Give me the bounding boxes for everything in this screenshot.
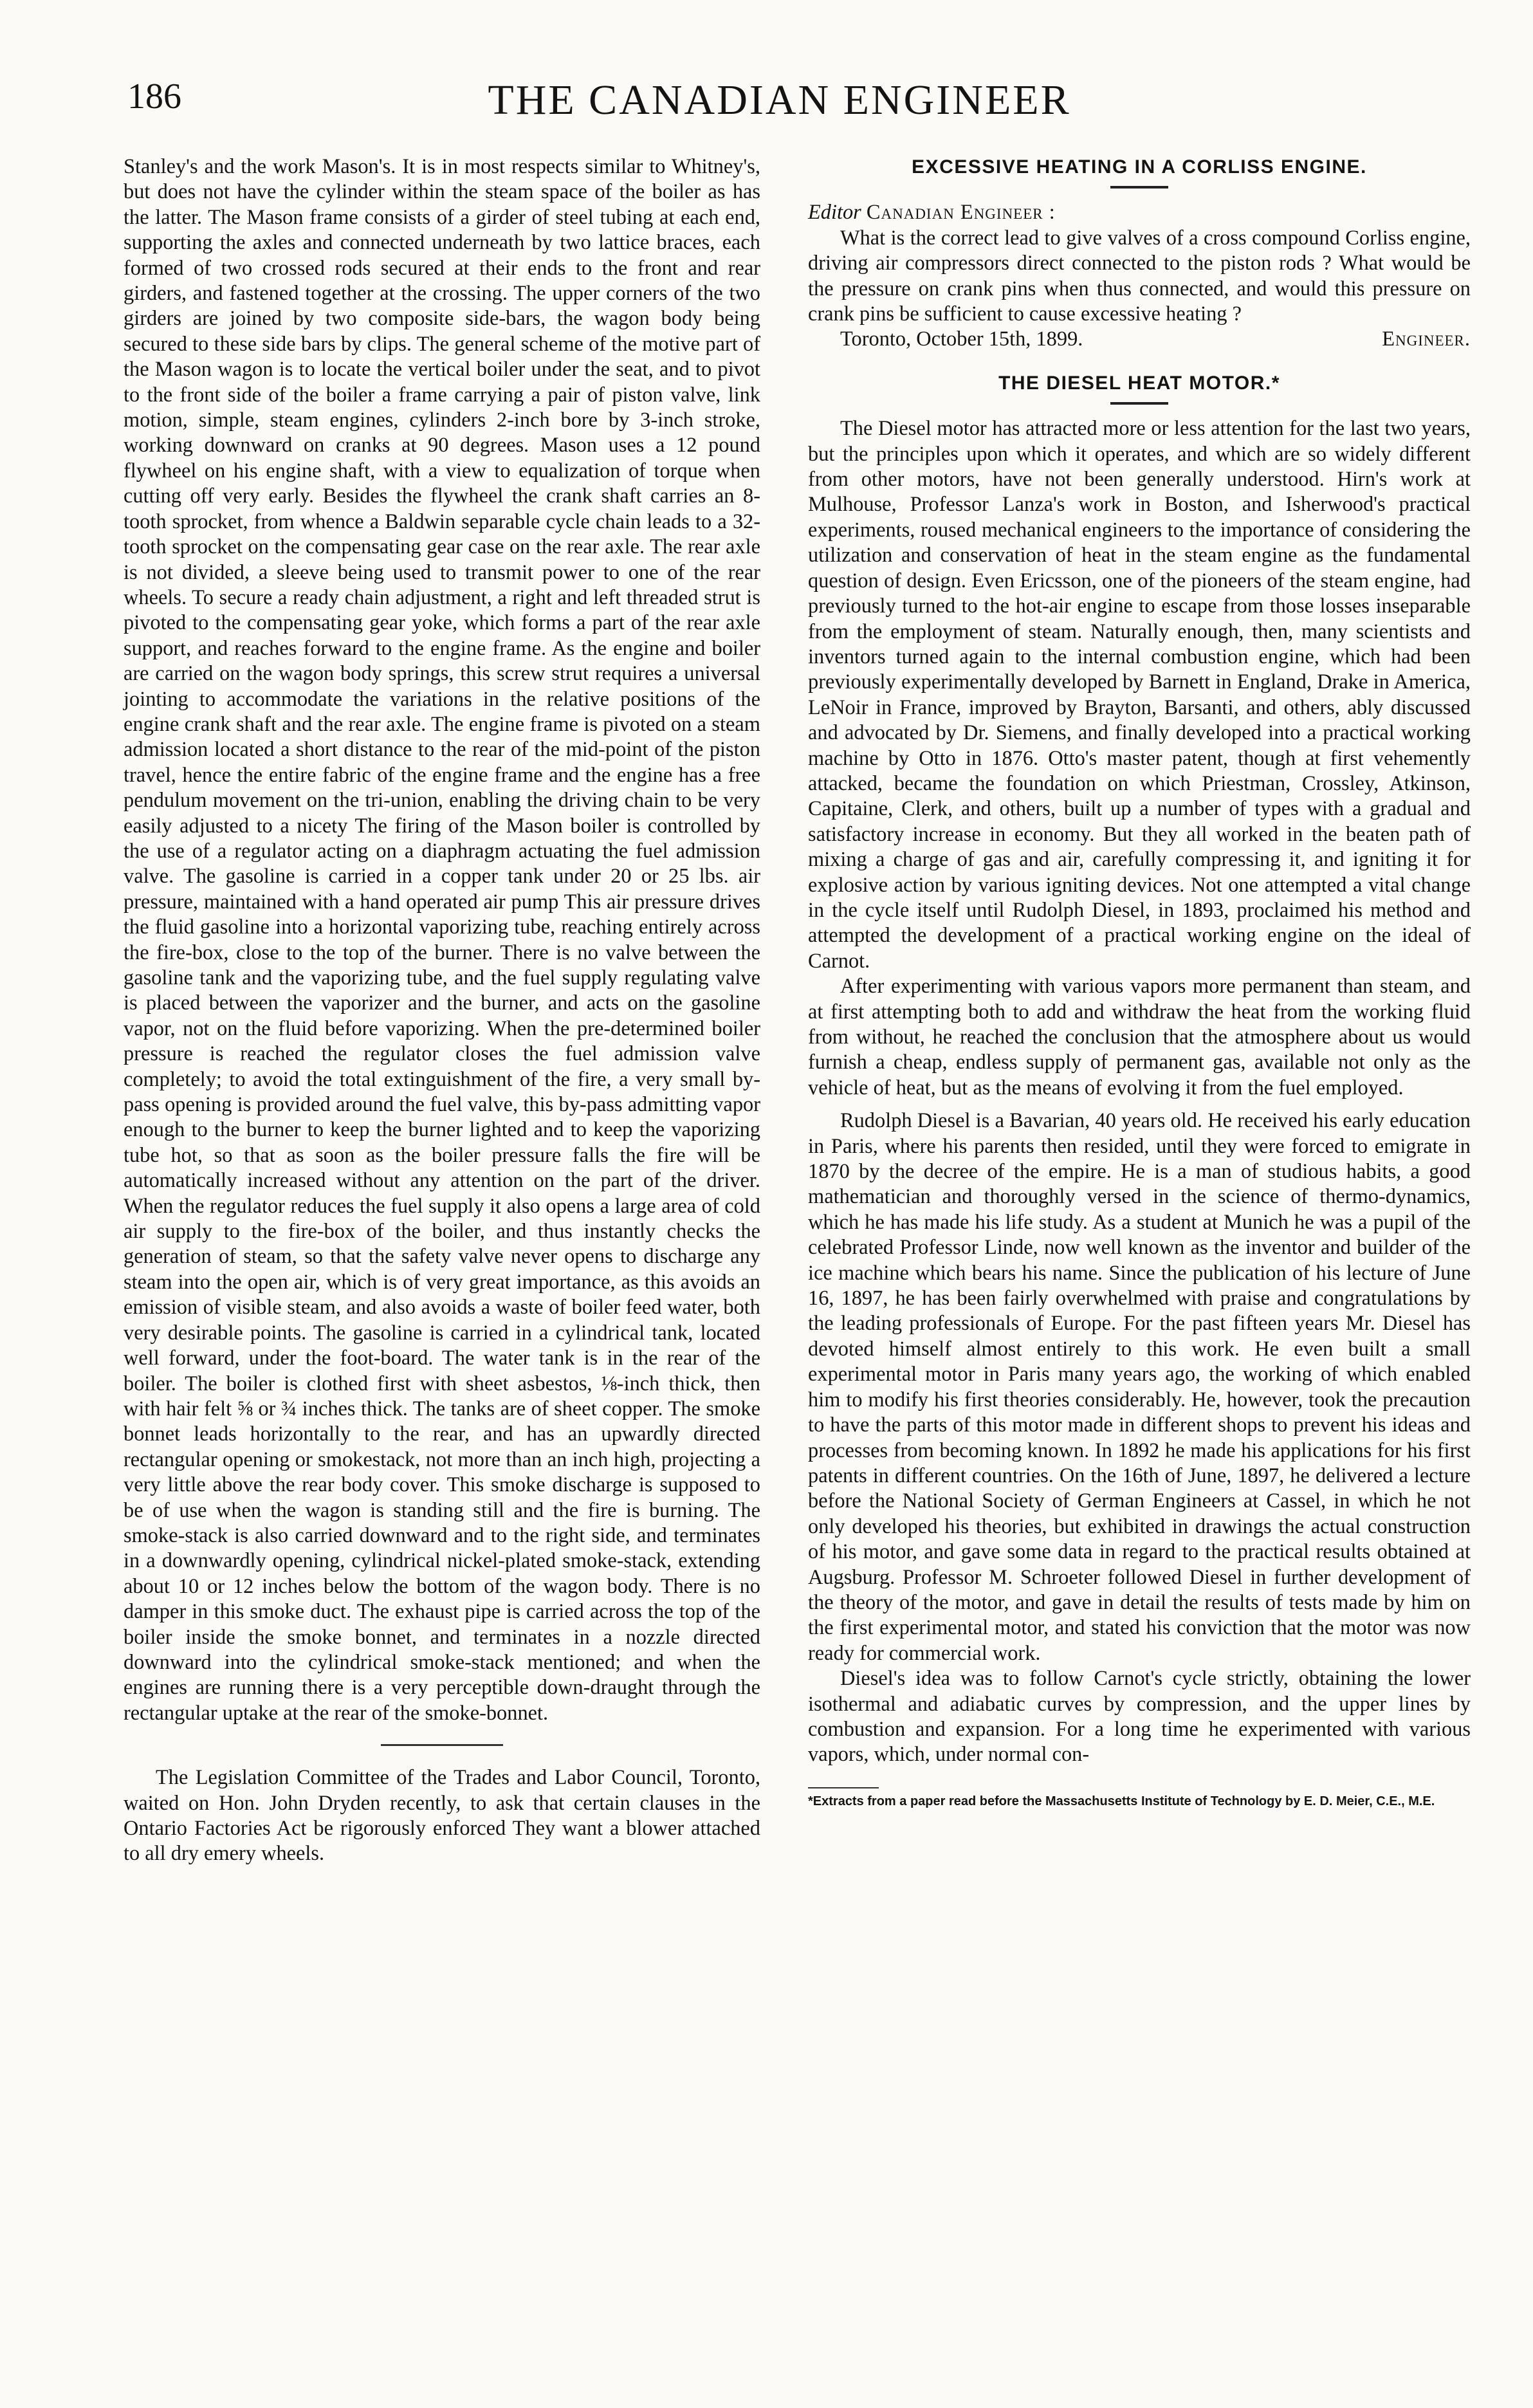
heading-rule: [1110, 402, 1168, 405]
editor-prefix: Editor: [808, 201, 861, 225]
editor-name: Canadian Engineer :: [866, 201, 1056, 225]
footnote-rule: [808, 1787, 879, 1788]
footnote: *Extracts from a paper read before the Massachusetts Institute of Technology by E. D. Meier, C.E., M.E.: [808, 1794, 1435, 1808]
article-heading: THE DIESEL HEAT MOTOR.*: [998, 372, 1280, 394]
letter-heading: EXCESSIVE HEATING IN A CORLISS ENGINE.: [912, 156, 1367, 178]
letter-salutation: [808, 200, 1471, 225]
article-paragraph: Diesel's idea was to follow Carnot's cycle strictly, obtaining the lower isothermal and adiabatic curves by compression, and the upper lines by combustion and expansion. For a long time he experimented with various vapors, which, under normal con-: [808, 1667, 1471, 1767]
page-number: 186: [127, 77, 181, 116]
left-column: [124, 154, 760, 1867]
letter-signature: Engineer.: [1382, 327, 1471, 351]
running-header: [0, 76, 1533, 134]
article-paragraph: After experimenting with various vapors more permanent than steam, and at first attempting both to add and withdraw the heat from the working fluid from without, he reached the conclusion that the atmosphere about us would furnish a cheap, endless supply of permanent gas, available not only as the vehicle of heat, but as the means of evolving it from the fuel employed.: [808, 975, 1471, 1099]
journal-title: THE CANADIAN ENGINEER: [488, 77, 1071, 124]
body-paragraph: The Legislation Committee of the Trades and Labor Council, Toronto, waited on Hon. John Dryden recently, to ask that certain clauses in the Ontario Factories Act be rigorously enforced They want a blower attached to all dry emery wheels.: [124, 1766, 760, 1866]
body-paragraph: Stanley's and the work Mason's. It is in most respects similar to Whitney's, but does not have the cylinder within the steam space of the boiler as has the latter. The Mason frame consists of a girder of steel tubing at each end, supporting the axles and connected underneath by two lattice braces, each formed of two crossed rods secured at their ends to the front and rear girders, and fastened together at the crossing. The upper corners of the two girders are joined by two composite side-bars, the wagon body being secured to these side bars by clips. The general scheme of the motive part of the Mason wagon is to locate the vertical boiler under the seat, and to pivot to the front side of the boiler a frame carrying a pair of piston valve, link motion, simple, steam engines, cylinders 2-inch bore by 3-inch stroke, working downward on cranks at 90 degrees. Mason uses a 12 pound flywheel on his engine shaft, with a view to equalization of torque when cutting off very early. Besides the flywheel the crank shaft carries an 8-tooth sprocket, from whence a Baldwin separable cycle chain leads to a 32-tooth sprocket on the compensating gear case on the rear axle. The rear axle is not divided, a sleeve being used to transmit power to one of the rear wheels. To secure a ready chain adjustment, a right and left threaded strut is pivoted to the compensating gear yoke, which forms a part of the rear axle support, and reaches forward to the engine frame. As the engine and boiler are carried on the wagon body springs, this screw strut requires a universal jointing to accommodate the variations in the relative positions of the engine crank shaft and the rear axle. The engine frame is pivoted on a steam admission located a short distance to the rear of the mid-point of the piston travel, hence the entire fabric of the engine frame and the engine has a free pendulum movement on the tri-union, enabling the driving chain to be very easily adjusted to a nicety The firing of the Mason boiler is controlled by the use of a regulator acting on a diaphragm actuating the fuel admission valve. The gasoline is carried in a copper tank under 20 or 25 lbs. air pressure, maintained with a hand operated air pump This air pressure drives the fluid gasoline into a horizontal vaporizing tube, reaching entirely across the fire-box, close to the top of the burner. There is no valve between the gasoline tank and the vaporizing tube, and the fuel supply regulating valve is placed between the vaporizer and the burner, and acts on the gasoline vapor, not on the fluid before vaporizing. When the pre-determined boiler pressure is reached the regulator closes the fuel admission valve completely; to avoid the total extinguishment of the fire, a very small by-pass opening is provided around the fuel valve, this by-pass admitting vapor enough to the burner to keep the burner lighted and to keep the vaporizing tube hot, so that as soon as the boiler pressure falls the fire will be automatically increased without any attention on the part of the driver. When the regulator reduces the fuel supply it also opens a large area of cold air supply to the fire-box of the boiler, and thus instantly checks the generation of steam, so that the safety valve never opens to discharge any steam into the open air, which is of very great importance, as this avoids an emission of visible steam, and also avoids a waste of boiler feed water, both very desirable points. The gasoline is carried in a cylindrical tank, located well forward, under the foot-board. The water tank is in the rear of the boiler. The boiler is clothed first with sheet asbestos, ⅛-inch thick, then with hair felt ⅝ or ¾ inches thick. The tanks are of sheet copper. The smoke bonnet leads horizontally to the rear, and has an upwardly directed rectangular opening or smokestack, not more than an inch high, projecting a very little above the rear body cover. This smoke discharge is supposed to be of use when the wagon is standing still and the fire is burning. The smoke-stack is also carried downward and to the right side, and terminates in a downwardly opening, cylindrical nickel-plated smoke-stack, extending about 10 or 12 inches below the bottom of the wagon body. There is no damper in this smoke duct. The exhaust pipe is carried across the top of the boiler inside the smoke bonnet, and terminates in a nozzle directed downward into the cylindrical smoke-stack mentioned; and when the engines are running there is a very perceptible down-draught through the rectangular uptake at the rear of the smoke-bonnet.: [124, 155, 760, 1725]
section-separator: [381, 1744, 503, 1746]
letter-place-date: Toronto, October 15th, 1899.: [840, 327, 1083, 351]
letter-body: What is the correct lead to give valves of a cross compound Corliss engine, driving air compressors direct connected to the piston rods ? What would be the pressure on crank pins when thus connected, and would this pressure on crank pins be sufficient to cause excessive heating ?: [808, 226, 1471, 326]
right-column: [808, 154, 1471, 1809]
heading-rule: [1110, 186, 1168, 188]
article-paragraph: Rudolph Diesel is a Bavarian, 40 years old. He received his early education in Paris, where his parents then resided, until they were forced to emigrate in 1870 by the decree of the empire. He is a man of studious habits, a good mathematician and thoroughly versed in the science of thermo-dynamics, which he has made his life study. As a student at Munich he was a pupil of the celebrated Professor Linde, now well known as the inventor and builder of the ice machine which bears his name. Since the publication of his lecture of June 16, 1897, he has been fairly overwhelmed with praise and congratulations by the leading professionals of Europe. For the past fifteen years Mr. Diesel has devoted himself almost entirely to this work. He even built a small experimental motor in Paris many years ago, the working of which enabled him to modify his first theories considerably. He, however, took the precaution to have the parts of this motor made in different shops to prevent his ideas and processes from becoming known. In 1892 he made his applications for his first patents in different countries. On the 16th of June, 1897, he delivered a lecture before the National Society of German Engineers at Cassel, in which he not only developed his theories, but exhibited in drawings the actual construction of his motor, and gave some data in regard to the practical results obtained at Augsburg. Professor M. Schroeter followed Diesel in further development of the theory of the motor, and gave in detail the results of tests made by him on the first experimental motor, and stated his conviction that the motor was now ready for commercial work.: [808, 1109, 1471, 1665]
article-paragraph: The Diesel motor has attracted more or less attention for the last two years, but the principles upon which it operates, and which are so widely different from other motors, have not been generally understood. Hirn's work at Mulhouse, Professor Lanza's work in Boston, and Isherwood's practical experiments, roused mechanical engineers to the importance of considering the utilization and conservation of heat in the steam engine as the fundamental question of design. Even Ericsson, one of the pioneers of the steam engine, had previously turned to the hot-air engine to escape from those losses inseparable from the employment of steam. Naturally enough, then, many scientists and inventors turned again to the internal combustion engine, which had been previously experimentally developed by Barnett in England, Drake in America, LeNoir in France, improved by Brayton, Barsanti, and others, ably discussed and advocated by Dr. Siemens, and finally developed into a practical working machine by Otto in 1876. Otto's master patent, though at first vehemently attacked, became the foundation on which Priestman, Crossley, Atkinson, Capitaine, Clerk, and others, built up a number of types with a gradual and satisfactory increase in economy. But they all worked in the beaten path of mixing a charge of gas and air, carefully compressing it, and igniting it for explosive action by various igniting devices. Not one attempted a vital change in the cycle itself until Rudolph Diesel, in 1893, proclaimed his method and attempted the development of a practical working engine on the ideal of Carnot.: [808, 417, 1471, 973]
letter-signature-line: [808, 327, 1471, 352]
